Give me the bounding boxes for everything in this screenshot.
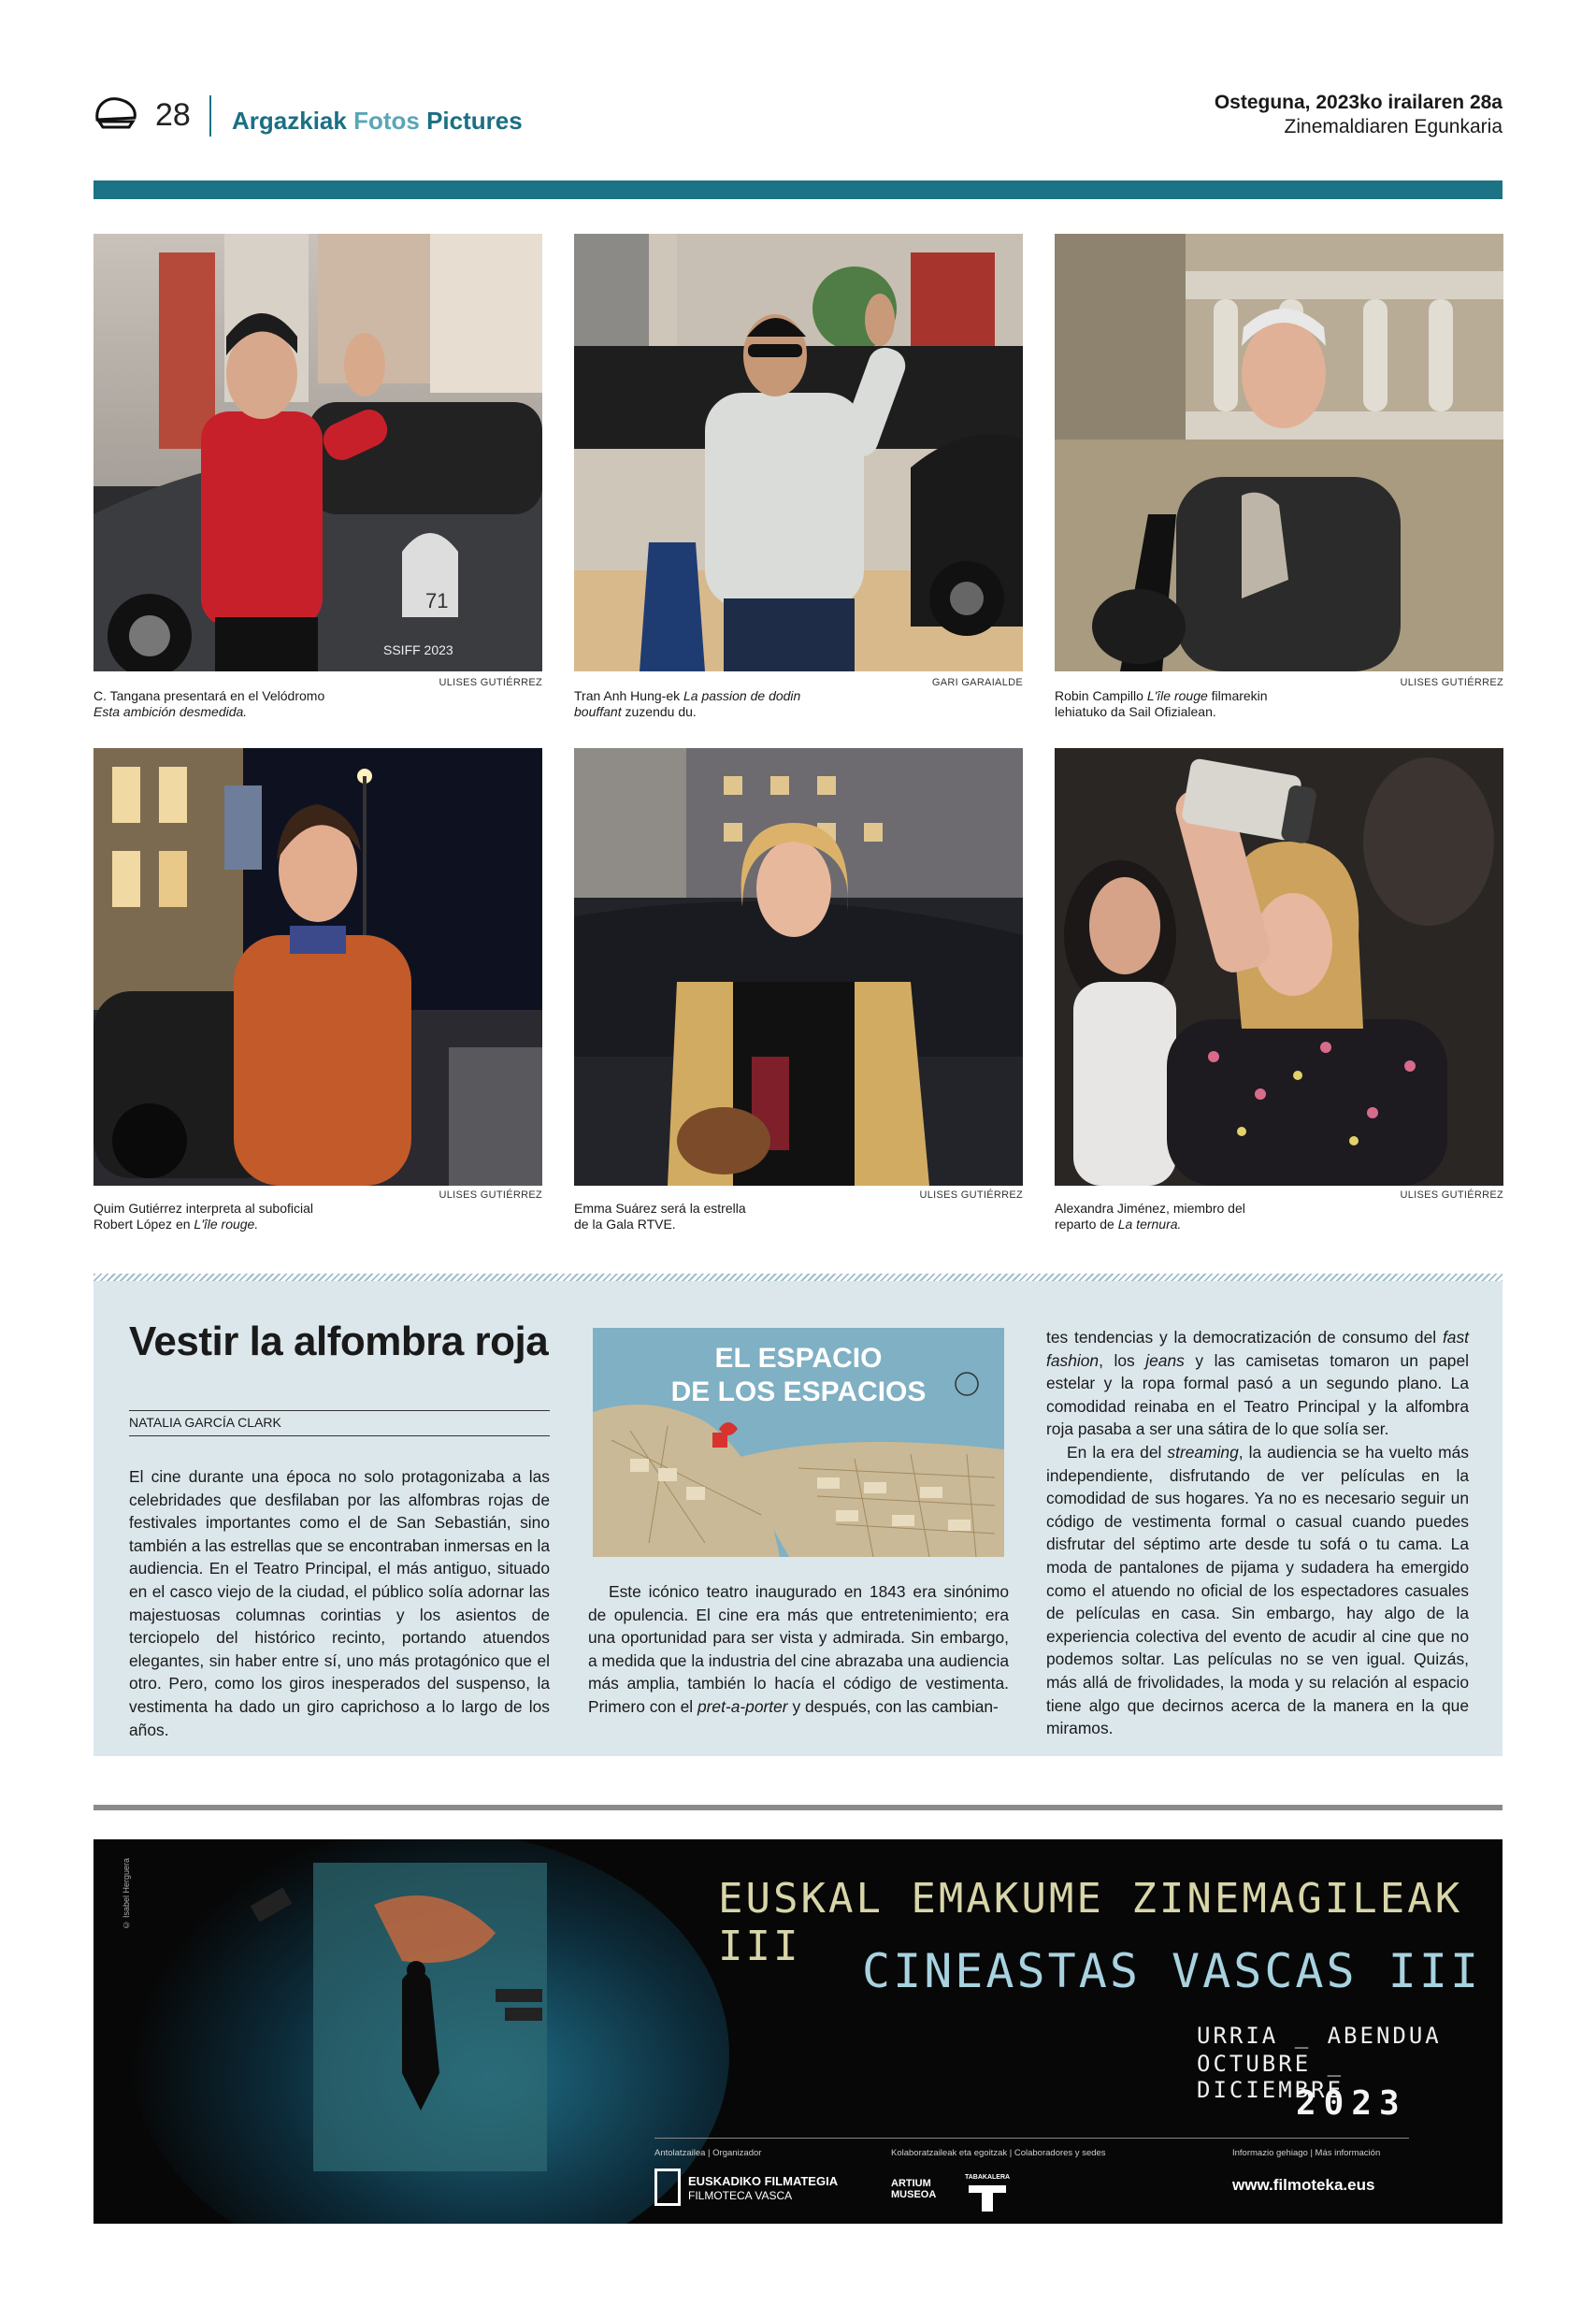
photo-credit: ULISES GUTIÉRREZ bbox=[439, 677, 542, 688]
article-headline: Vestir la alfombra roja bbox=[129, 1319, 549, 1364]
photo-caption: Robin Campillo L'île rouge filmarekin lehiatuko da Sail Ofizialean. bbox=[1055, 688, 1268, 719]
ad-organizer-name: EUSKADIKO FILMATEGIA bbox=[688, 2174, 839, 2188]
ad-footer-rule bbox=[654, 2138, 1409, 2139]
ad-dates-spanish: OCTUBRE _ DICIEMBRE bbox=[1197, 2051, 1344, 2103]
section-en: Pictures bbox=[426, 107, 523, 135]
filmoteca-advertisement bbox=[93, 1839, 1503, 2224]
article-column-3: tes tendencias y la democratización de consumo del fast fashion, los jeans y las camisetas tomaron un papel estelar y la ropa formal pasó a un segundo plano. La comodidad reinaba en el Teatro Principal y la alfombra roja pasaba a ser una sátira de lo que solía ser. En la era del streaming, la audiencia se ha vuelto más independiente, disfrutando de ver películas en la comodidad de sus hogares. Ya no es necesario seguir un código de vestimenta formal o casual cuando puedes disfrutar del séptimo arte desde tu sofá o tu cama. La moda de pantalones de pijama y sudadera ha emergido como el atuendo no oficial de los espectadores casuales de películas en casa. Sin embargo, hay algo de la experiencia colectiva del evento de acudir al cine que no podemos soltar. Las películas no se ven igual. Quizás, más allá de frivolidades, la moda y su relación al espacio tiene algo que decirnos acerca de la manera en la que miramos. bbox=[1046, 1328, 1469, 1738]
photo-credit: GARI GARAIALDE bbox=[931, 677, 1023, 688]
ad-artwork-credit: © Isabel Herguera bbox=[122, 1858, 131, 1930]
photo-caption: Emma Suárez será la estrella de la Gala RTVE. bbox=[574, 1201, 746, 1232]
photo-credit: ULISES GUTIÉRREZ bbox=[1400, 1189, 1503, 1201]
header-rule bbox=[93, 180, 1503, 199]
ad-title-spanish: CINEASTAS VASCAS III bbox=[862, 1944, 1482, 1998]
byline-rule-bottom bbox=[129, 1435, 550, 1436]
article-column-1: El cine durante una época no solo protagonizaba a las celebridades que desfilaban por las alfombras rojas de festivales importantes como el de San Sebastián, sino también a las estrellas que se encontraban inmersas en la audiencia. En el Teatro Principal, el más antiguo, situado en el casco viejo de la ciudad, el público solía adornar las majestuosas columnas corintias y los asientos de terciopelo del histórico recinto, portando atuendos elegantes, sin haber entre sí, uno más protagónico que el otro. Pero, como los giros inesperados del suspenso, la vestimenta ha dado un giro caprichoso a lo largo de los años. bbox=[129, 1467, 550, 1739]
article-map-illustration bbox=[593, 1328, 1004, 1557]
ad-organizer-subname: FILMOTECA VASCA bbox=[688, 2189, 793, 2202]
photo-tran-anh-hung bbox=[574, 234, 1023, 671]
photo-credit: ULISES GUTIÉRREZ bbox=[919, 1189, 1023, 1201]
photo-caption: C. Tangana presentará en el Velódromo Esta ambición desmedida. bbox=[93, 688, 325, 719]
article-byline: NATALIA GARCÍA CLARK bbox=[129, 1415, 281, 1430]
map-title-line-1: EL ESPACIO bbox=[714, 1343, 883, 1374]
ad-year: 2023 bbox=[1296, 2084, 1407, 2123]
header-divider bbox=[209, 95, 211, 137]
tabakalera-logo: TABAKALERA bbox=[965, 2174, 1011, 2181]
photo-quim-gutierrez bbox=[93, 748, 542, 1186]
filmoteca-logo-icon bbox=[654, 2169, 681, 2206]
map-title-line-2: DE LOS ESPACIOS bbox=[670, 1376, 927, 1407]
photo-alexandra-jimenez bbox=[1055, 748, 1503, 1186]
ad-info-label: Informazio gehiago | Más información bbox=[1232, 2148, 1381, 2158]
section-eu: Argazkiak bbox=[232, 107, 347, 135]
photo-caption: Alexandra Jiménez, miembro del reparto de La ternura. bbox=[1055, 1201, 1245, 1232]
section-es: Fotos bbox=[353, 107, 420, 135]
photo-c-tangana bbox=[93, 234, 542, 671]
festival-shell-logo-icon bbox=[93, 94, 138, 131]
ad-website-link[interactable]: www.filmoteka.eus bbox=[1232, 2176, 1375, 2194]
ad-separator-rule bbox=[93, 1805, 1503, 1810]
ad-organizer-label: Antolatzailea | Organizador bbox=[654, 2148, 762, 2158]
article-column-2: Este icónico teatro inaugurado en 1843 era sinónimo de opulencia. El cine era más que entretenimiento; era una oportunidad para ser vista y admirada. Sin embargo, a medida que la industria del cine abrazaba una audiencia más amplia, también lo hacía el código de vestimenta. Primero con el pret-a-porter y después, con las cambian- bbox=[588, 1582, 1009, 1716]
photo-emma-suarez bbox=[574, 748, 1023, 1186]
page-number: 28 bbox=[155, 97, 191, 133]
artium-logo: ARTIUM MUSEOA bbox=[891, 2178, 937, 2200]
ad-artwork bbox=[93, 1839, 748, 2224]
photo-caption: Quim Gutiérrez interpreta al suboficial Robert López en L'île rouge. bbox=[93, 1201, 313, 1232]
photo-caption: Tran Anh Hung-ek La passion de dodin bouffant zuzendu du. bbox=[574, 688, 801, 719]
publication-name: Zinemaldiaren Egunkaria bbox=[1284, 116, 1503, 137]
issue-date: Osteguna, 2023ko irailaren 28a bbox=[1214, 92, 1503, 113]
photo-credit: ULISES GUTIÉRREZ bbox=[439, 1189, 542, 1201]
photo-car-brand: SSIFF 2023 bbox=[383, 642, 453, 657]
ad-dates-basque: URRIA _ ABENDUA bbox=[1197, 2023, 1442, 2049]
photo-robin-campillo bbox=[1055, 234, 1503, 671]
section-title bbox=[232, 107, 523, 136]
tabakalera-t-icon bbox=[969, 2185, 1006, 2212]
article-hatch-border bbox=[93, 1274, 1503, 1281]
photo-credit: ULISES GUTIÉRREZ bbox=[1400, 677, 1503, 688]
ad-title-basque: EUSKAL EMAKUME ZINEMAGILEAK III bbox=[718, 1875, 1463, 1970]
ad-partners-label: Kolaboratzaileak eta egoitzak | Colaboradores y sedes bbox=[891, 2148, 1106, 2158]
byline-rule-top bbox=[129, 1410, 550, 1411]
photo-car-number: 71 bbox=[425, 589, 449, 612]
